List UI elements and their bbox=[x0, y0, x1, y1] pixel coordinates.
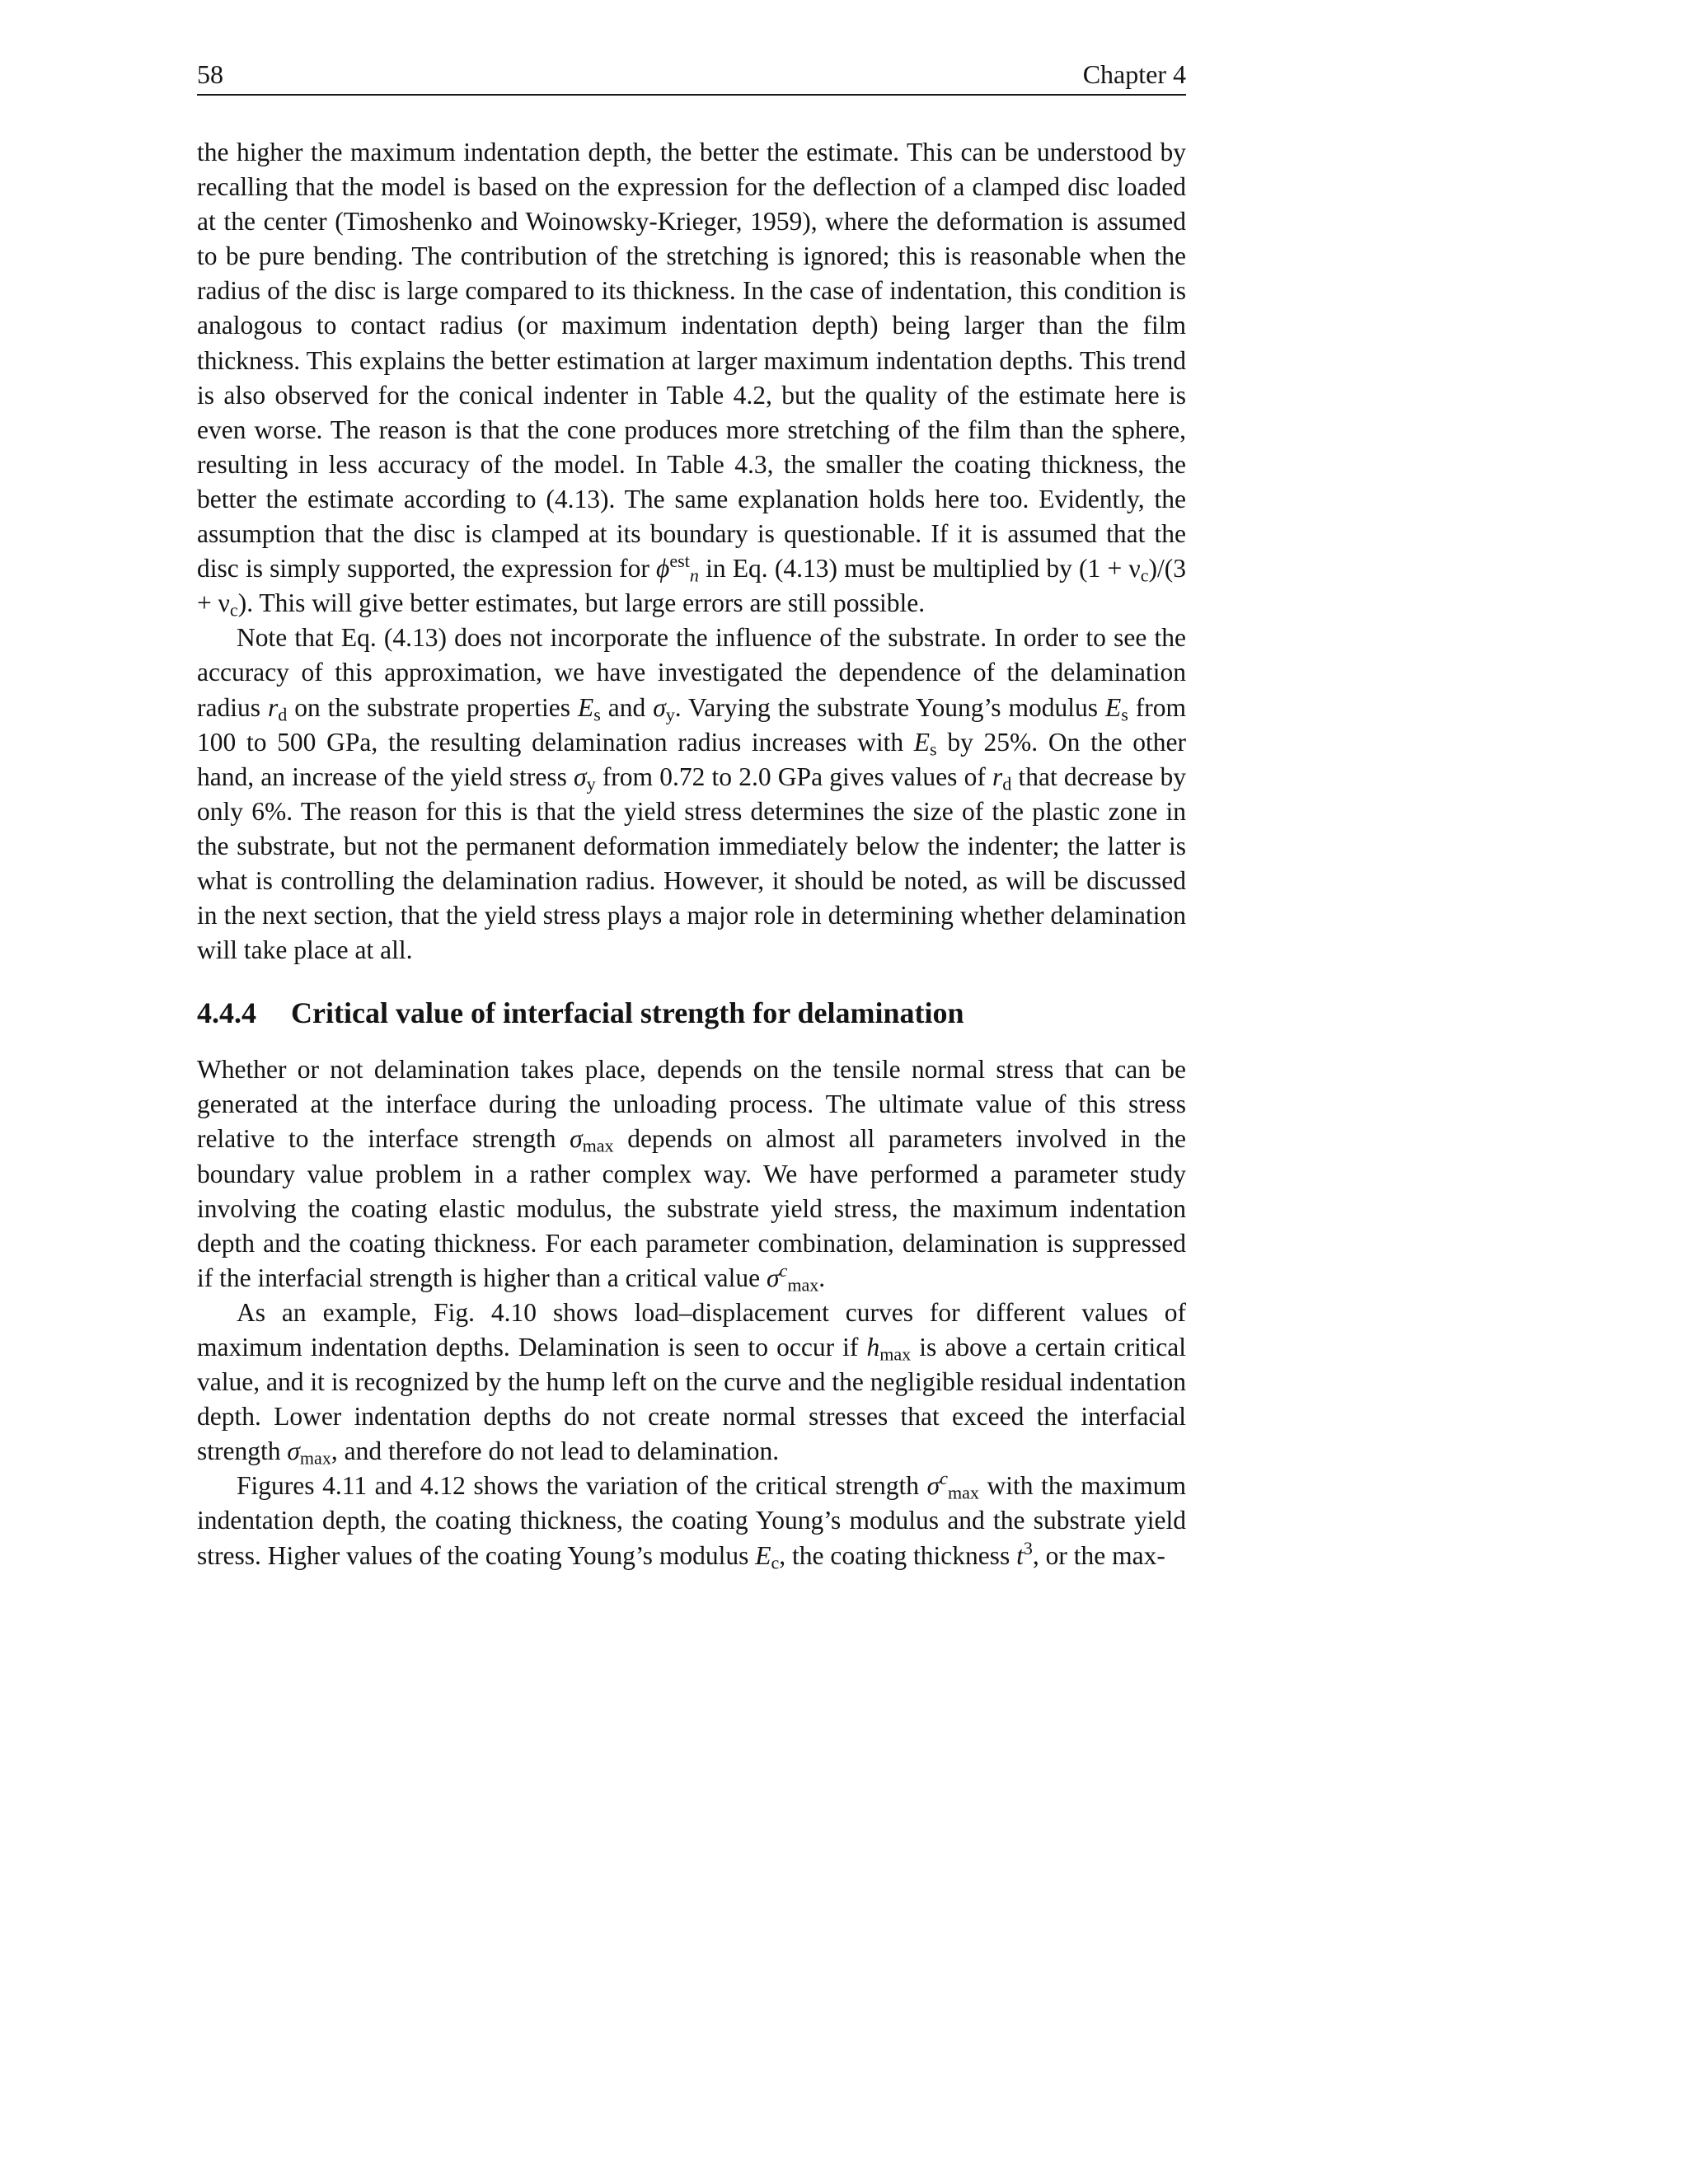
text-run: . Varying the substrate Young’s modulus bbox=[674, 692, 1105, 722]
sigma-max-critical-symbol: $\sigma^c_{max}$ bbox=[766, 1259, 819, 1296]
sigma-y-symbol: $\sigma_y$ bbox=[653, 692, 675, 724]
text-run: depends on almost all parameters involved in the boundary value problem in a rather complex way. We have performed a parameter study involving the coating elastic modulus, the substrate yield stress, the maximum indentation depth and the coating thickness. For each parameter combination, delamination is suppressed if the interfacial strength is higher than a critical value bbox=[197, 1124, 1186, 1292]
section-heading bbox=[197, 995, 1186, 1031]
body-text bbox=[197, 135, 1186, 1573]
ec-symbol: $E_c$ bbox=[755, 1540, 780, 1573]
text-run: Whether or not delamination takes place, depends on the tensile normal stress that can be generated at the interface during the unloading process. The ultimate value of this stress relative to the interface strength bbox=[197, 1055, 1186, 1154]
text-run: the higher the maximum indentation depth, the better the estimate. This can be understood by recalling that the model is based on the expression for the deflection of a clamped disc loaded at the center (Timoshenko and Woinowsky-Krieger, 1959), where the deformation is assumed to be pure bending. The contribution of the stretching is ignored; this is reasonable when the radius of the disc is large compared to its thickness. In the case of indentation, this condition is analogous to contact radius (or maximum indentation depth) being larger than the film thickness. This explains the better estimation at larger maximum indentation depths. This trend is also observed for the conical indenter in Table 4.2, but the quality of the estimate here is even worse. The reason is that the cone produces more stretching of the film than the sphere, resulting in less accuracy of the model. In Table 4.3, the smaller the coating thickness, the better the estimate according to (4.13). The same explanation holds here too. Evidently, the assumption that the disc is clamped at its boundary is questionable. If it is assumed that the disc is simply supported, the expression for bbox=[197, 138, 1186, 583]
running-header bbox=[197, 58, 1186, 96]
section-number: 4.4.4 bbox=[197, 996, 256, 1030]
text-run: from 0.72 to 2.0 GPa gives values of bbox=[595, 762, 993, 791]
text-run: . This will give better estimates, but large errors are still possible. bbox=[246, 588, 926, 618]
page-number: 58 bbox=[197, 59, 223, 89]
text-run: , or the max- bbox=[1032, 1540, 1165, 1570]
rd-symbol: $r_d$ bbox=[992, 762, 1012, 794]
rd-symbol: $r_d$ bbox=[267, 692, 288, 724]
text-run: in Eq. (4.13) must be multiplied by bbox=[698, 554, 1080, 583]
paragraph-3 bbox=[197, 1052, 1186, 1296]
text-run: Figures 4.11 and 4.12 shows the variation of the critical strength bbox=[237, 1471, 927, 1501]
phi-symbol: $\phi^{est}_n$ bbox=[656, 551, 699, 586]
section-title: Critical value of interfacial strength for delamination bbox=[291, 996, 964, 1030]
sigma-y-symbol: $\sigma_y$ bbox=[574, 762, 596, 794]
text-run: Note that Eq. (4.13) does not incorporate the influence of the substrate. In order to see the accuracy of this approximation, we have investigated the dependence of the delamination radius bbox=[197, 623, 1186, 722]
text-run: As an example, Fig. 4.10 shows load–displacement curves for different values of maximum indentation depths. Delamination is seen to occur if bbox=[197, 1297, 1186, 1361]
text-run: and bbox=[600, 692, 654, 722]
paragraph-5 bbox=[197, 1469, 1186, 1572]
h-max-symbol: $h_{max}$ bbox=[866, 1333, 912, 1365]
text-run: with the maximum indentation depth, the coating thickness, the coating Young’s modulus and the substrate yield stress. Higher values of the coating Young’s modulus bbox=[197, 1471, 1186, 1570]
paragraph-4 bbox=[197, 1296, 1186, 1469]
sigma-max-symbol: $\sigma_{max}$ bbox=[287, 1436, 331, 1469]
text-run: , the coating thickness bbox=[779, 1540, 1017, 1570]
chapter-label: Chapter 4 bbox=[1082, 59, 1186, 89]
text-run: from 100 to 500 GPa, the resulting delamination radius increases with bbox=[197, 692, 1187, 757]
text-run: is above a certain critical value, and it is recognized by the hump left on the curve and the negligible residual indentation depth. Lower indentation depths do not create normal stresses that exceed the interfacial strength bbox=[197, 1333, 1186, 1466]
sigma-max-critical-symbol: $\sigma^c_{max}$ bbox=[926, 1468, 979, 1503]
paragraph-2 bbox=[197, 621, 1186, 968]
nu-factor-expression: $(1 + \nu_c)/(3 + \nu_c)$ bbox=[197, 554, 1186, 621]
paragraph-1 bbox=[197, 135, 1186, 621]
sigma-max-symbol: $\sigma_{max}$ bbox=[570, 1124, 614, 1156]
es-symbol: $E_s$ bbox=[1104, 692, 1128, 724]
t-cubed-symbol: $t^3$ bbox=[1016, 1537, 1033, 1570]
text-run: that decrease by only 6%. The reason for this is that the yield stress determines the size of the plastic zone in the substrate, but not the permanent deformation immediately below the indenter; the latter is what is controlling the delamination radius. However, it should be noted, as will be discussed in the next section, that the yield stress plays a major role in determining whether delamination will take place at all. bbox=[197, 762, 1187, 965]
text-run: . bbox=[818, 1263, 826, 1292]
es-symbol: $E_s$ bbox=[577, 692, 601, 724]
text-run: by 25%. On the other hand, an increase of the yield stress bbox=[197, 727, 1186, 791]
es-symbol: $E_s$ bbox=[913, 727, 937, 760]
text-run: , and therefore do not lead to delamination. bbox=[331, 1436, 780, 1466]
text-run: on the substrate properties bbox=[287, 692, 578, 722]
